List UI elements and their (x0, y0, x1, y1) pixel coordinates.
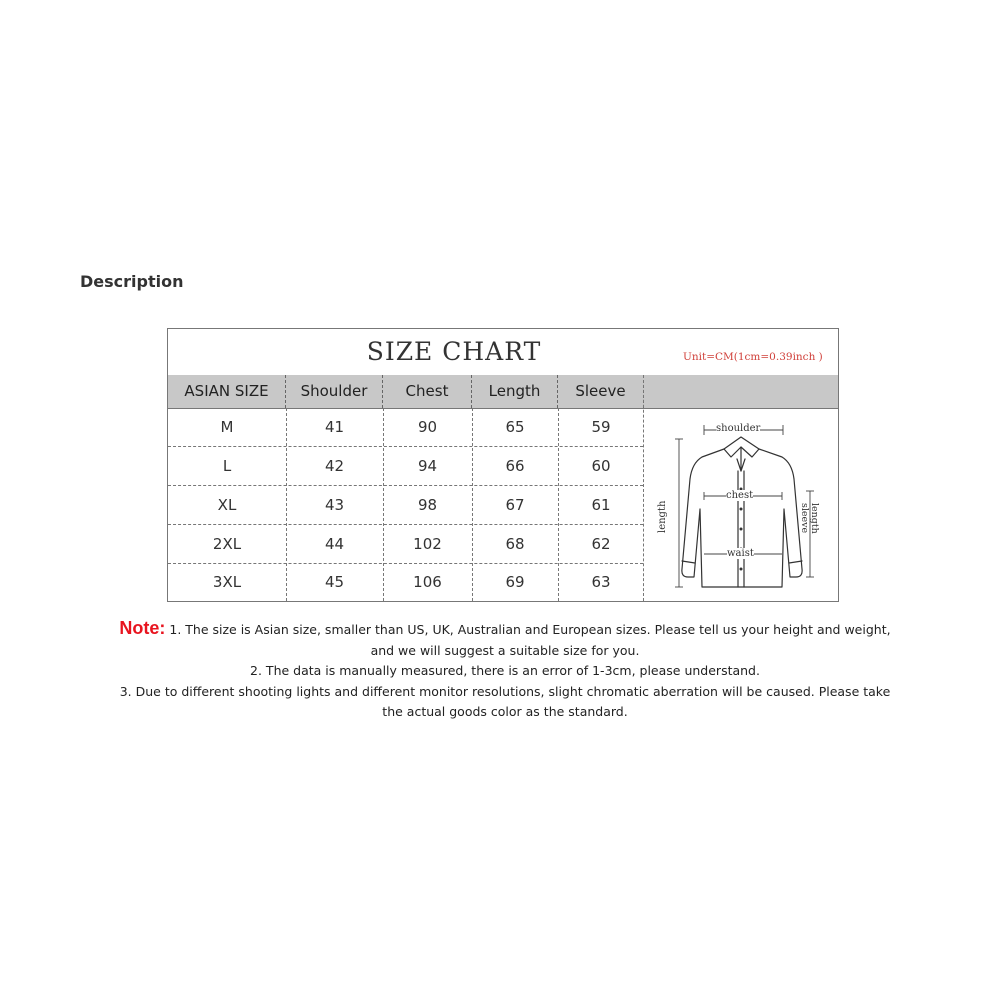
header-shoulder: Shoulder (286, 375, 383, 408)
diagram-label-length: length (657, 500, 668, 533)
chest-cell: 106 (413, 573, 442, 591)
size-cell: 2XL (212, 535, 242, 553)
length-cell: 66 (505, 457, 525, 475)
note-line-3: 3. Due to different shooting lights and different monitor resolutions, slight chromatic aberration will be caused. Please take (119, 683, 891, 699)
note-line-2: 2. The data is manually measured, there is an error of 1-3cm, please understand. (250, 663, 760, 678)
size-cell: XL (217, 496, 237, 514)
shoulder-cell: 43 (324, 496, 345, 514)
diagram-label-chest: chest (726, 490, 754, 501)
header-asian-size: ASIAN SIZE (168, 375, 286, 408)
chest-cell: 102 (413, 535, 442, 553)
size-cell: L (222, 457, 232, 475)
note-line-1 (70, 618, 940, 641)
note-label: Note: (119, 618, 166, 638)
size-cell: M (220, 418, 234, 436)
note-text-1: 1. The size is Asian size, smaller than US, UK, Australian and European sizes. Please tell us your height and weight, (165, 622, 891, 637)
size-cell: 3XL (212, 573, 242, 591)
unit-note: Unit=CM(1cm=0.39inch ) (683, 351, 823, 363)
diagram-label-sleeve-length: length (809, 503, 820, 534)
shoulder-cell: 41 (324, 418, 345, 436)
size-chart-table (167, 328, 839, 602)
shirt-measurement-diagram (644, 409, 838, 601)
note-line-1b: and we will suggest a suitable size for you. (370, 642, 640, 658)
shoulder-cell: 44 (324, 535, 345, 553)
note-line-3b: the actual goods color as the standard. (382, 704, 628, 719)
chest-cell: 94 (417, 457, 438, 475)
header-length: Length (472, 375, 558, 408)
header-sleeve: Sleeve (558, 375, 644, 408)
sleeve-cell: 61 (591, 496, 611, 514)
size-chart-header-row (168, 375, 838, 409)
sleeve-cell: 60 (591, 457, 611, 475)
sleeve-cell: 62 (591, 535, 611, 553)
length-cell: 67 (505, 496, 525, 514)
description-heading: Description (80, 272, 184, 291)
size-chart-title: SIZE CHART (366, 337, 542, 366)
shoulder-cell: 42 (324, 457, 345, 475)
chest-cell: 98 (417, 496, 438, 514)
size-chart-title-row (168, 329, 838, 376)
note-block (70, 618, 940, 723)
length-cell: 68 (505, 535, 525, 553)
diagram-label-waist: waist (727, 548, 754, 559)
length-cell: 69 (505, 573, 525, 591)
sleeve-cell: 63 (591, 573, 611, 591)
diagram-label-shoulder: shoulder (716, 423, 761, 434)
chest-cell: 90 (417, 418, 438, 436)
shoulder-cell: 45 (324, 573, 345, 591)
length-cell: 65 (505, 418, 525, 436)
sleeve-cell: 59 (591, 418, 611, 436)
diagram-label-sleeve: sleeve (799, 503, 810, 534)
header-chest: Chest (383, 375, 472, 408)
